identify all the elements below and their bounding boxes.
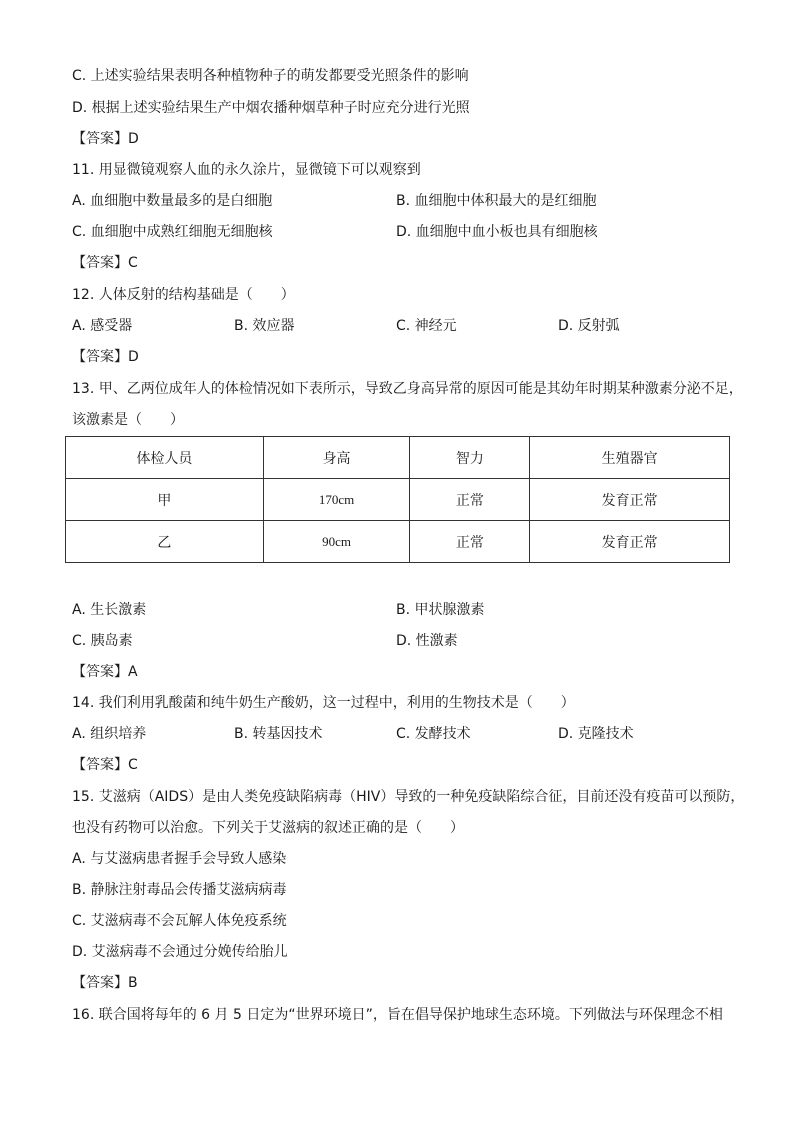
q14-option-d: D. 克隆技术: [558, 726, 634, 742]
q15-option-b: B. 静脉注射毒品会传播艾滋病病毒: [72, 882, 287, 898]
q13-option-c: C. 胰岛素: [72, 633, 133, 649]
q12-option-c: C. 神经元: [396, 318, 457, 334]
q14-option-c: C. 发酵技术: [396, 726, 471, 742]
q13-option-b: B. 甲状腺激素: [396, 602, 485, 618]
q15-option-d: D. 艾滋病毒不会通过分娩传给胎儿: [72, 944, 288, 960]
q11-option-c: C. 血细胞中成熟红细胞无细胞核: [72, 224, 273, 240]
table-cell: 正常: [410, 479, 530, 521]
q13-answer: 【答案】A: [72, 664, 138, 680]
table-cell: 发育正常: [530, 521, 730, 563]
table-row: [66, 521, 730, 563]
table-cell: 甲: [66, 479, 264, 521]
table-header-cell: 智力: [410, 437, 530, 479]
q15-option-a: A. 与艾滋病患者握手会导致人感染: [72, 851, 287, 867]
table-header-cell: 身高: [263, 437, 410, 479]
q13-option-d: D. 性激素: [396, 633, 458, 649]
table-cell: 170cm: [263, 479, 410, 521]
table-header-row: [66, 437, 730, 479]
q15-answer: 【答案】B: [72, 975, 138, 991]
table-cell: 乙: [66, 521, 264, 563]
q10-answer: 【答案】D: [72, 131, 139, 147]
q12-option-a: A. 感受器: [72, 318, 133, 334]
q12-stem: 12. 人体反射的结构基础是（ ）: [72, 287, 295, 303]
table-cell: 90cm: [263, 521, 410, 563]
q11-option-b: B. 血细胞中体积最大的是红细胞: [396, 193, 597, 209]
q13-option-a: A. 生长激素: [72, 602, 147, 618]
q14-answer: 【答案】C: [72, 757, 138, 773]
q12-option-b: B. 效应器: [234, 318, 295, 334]
table-header-cell: 生殖器官: [530, 437, 730, 479]
q16-stem-line1: 16. 联合国将每年的 6 月 5 日定为“世界环境日”，旨在倡导保护地球生态环境。下列做法与环保理念不相: [72, 1007, 723, 1023]
q15-stem-line2: 也没有药物可以治愈。下列关于艾滋病的叙述正确的是（ ）: [72, 820, 464, 836]
exam-table: [65, 436, 730, 563]
q13-stem-line2: 该激素是（ ）: [72, 412, 184, 428]
q11-option-a: A. 血细胞中数量最多的是白细胞: [72, 193, 273, 209]
q14-option-b: B. 转基因技术: [234, 726, 323, 742]
q15-stem-line1: 15. 艾滋病（AIDS）是由人类免疫缺陷病毒（HIV）导致的一种免疫缺陷综合征，目前还没有疫苗可以预防，: [72, 789, 745, 805]
q12-option-d: D. 反射弧: [558, 318, 620, 334]
q11-answer: 【答案】C: [72, 255, 138, 271]
q11-stem: 11. 用显微镜观察人血的永久涂片，显微镜下可以观察到: [72, 162, 421, 178]
q11-option-d: D. 血细胞中血小板也具有细胞核: [396, 224, 598, 240]
table-row: [66, 479, 730, 521]
q14-option-a: A. 组织培养: [72, 726, 147, 742]
q10-option-c: C. 上述实验结果表明各种植物种子的萌发都要受光照条件的影响: [72, 68, 469, 84]
table-cell: 发育正常: [530, 479, 730, 521]
q14-stem: 14. 我们利用乳酸菌和纯牛奶生产酸奶，这一过程中，利用的生物技术是（ ）: [72, 695, 575, 711]
q12-answer: 【答案】D: [72, 349, 139, 365]
table-cell: 正常: [410, 521, 530, 563]
q13-stem-line1: 13. 甲、乙两位成年人的体检情况如下表所示，导致乙身高异常的原因可能是其幼年时期某种激素分泌不足，: [72, 381, 743, 397]
q15-option-c: C. 艾滋病毒不会瓦解人体免疫系统: [72, 913, 287, 929]
q10-option-d: D. 根据上述实验结果生产中烟农播种烟草种子时应充分进行光照: [72, 100, 470, 116]
table-header-cell: 体检人员: [66, 437, 264, 479]
